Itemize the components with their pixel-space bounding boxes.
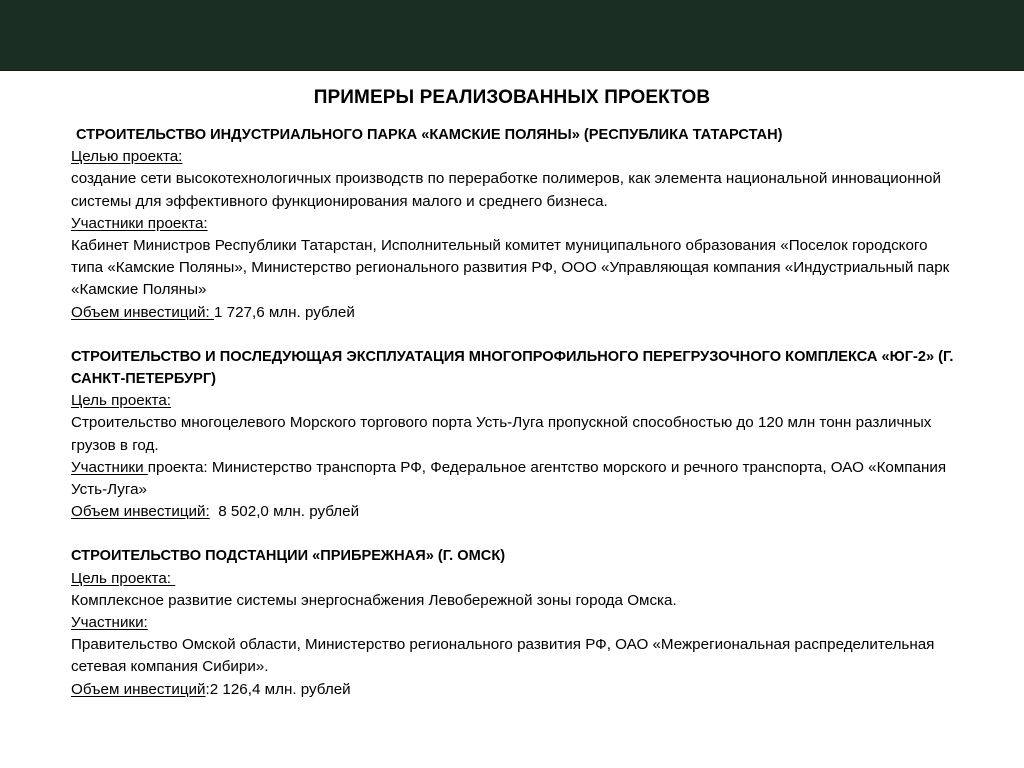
investment-value: 1 727,6 млн. рублей: [213, 303, 355, 321]
goal-text: Комплексное развитие системы энергоснабжения Левобережной зоны города Омска.: [71, 591, 677, 609]
participants-label: Участники проекта:: [71, 214, 208, 232]
goal-label-line: [71, 568, 961, 590]
participants-label-line: [71, 213, 961, 235]
investment-line: [71, 501, 961, 523]
goal-text: Строительство многоцелевого Морского торгового порта Усть-Луга пропускной способностью до 120 млн тонн различных грузов в год.: [71, 414, 932, 454]
goal-label-line: [71, 146, 961, 168]
participants-label: Участники:: [71, 614, 148, 632]
investment-line: [71, 679, 961, 701]
project-block-1: [71, 124, 961, 324]
goal-label: Цель проекта:: [71, 569, 176, 587]
participants-text: проекта: Министерство транспорта РФ, Федеральное агентство морского и речного транспорта, ОАО «Компания Усть-Луга»: [71, 458, 947, 499]
participants-label: Участники: [71, 458, 148, 476]
investment-label: Объем инвестиций: [71, 680, 206, 698]
participants-text: Правительство Омской области, Министерство регионального развития РФ, ОАО «Межрегиональная распределительная сетевая компания Сибири».: [71, 636, 935, 676]
header-band: [0, 0, 1024, 71]
slide-title: ПРИМЕРЫ РЕАЛИЗОВАННЫХ ПРОЕКТОВ: [313, 87, 711, 108]
goal-label: Целью проекта:: [71, 148, 183, 166]
project-heading: СТРОИТЕЛЬСТВО ПОДСТАНЦИИ «ПРИБРЕЖНАЯ» (Г. ОМСК): [71, 548, 506, 565]
project-heading: СТРОИТЕЛЬСТВО ИНДУСТРИАЛЬНОГО ПАРКА «КАМСКИЕ ПОЛЯНЫ» (РЕСПУБЛИКА ТАТАРСТАН): [76, 127, 783, 143]
project-block-2: [71, 346, 961, 524]
slide-content: [71, 124, 961, 723]
goal-label: Цель проекта:: [71, 392, 172, 410]
participants-text: Кабинет Министров Республики Татарстан, Исполнительный комитет муниципального образования «Поселок городского типа «Камские Поляны», Министерство регионального развития РФ, ООО «Управляющая компания «Индустриальный парк «Камские Поляны»: [71, 237, 950, 299]
participants-label-line: [71, 612, 961, 634]
investment-label: Объем инвестиций:: [71, 303, 214, 321]
participants-line: [71, 457, 961, 501]
investment-line: [71, 302, 961, 324]
investment-value: :2 126,4 млн. рублей: [205, 680, 351, 698]
project-block-3: [71, 545, 961, 700]
goal-text: создание сети высокотехнологичных производств по переработке полимеров, как элемента национальной инновационной системы для эффективного функционирования малого и среднего бизнеса.: [71, 170, 941, 210]
goal-label-line: [71, 390, 961, 412]
investment-value: 8 502,0 млн. рублей: [209, 503, 360, 521]
investment-label: Объем инвестиций:: [71, 503, 210, 521]
project-heading: СТРОИТЕЛЬСТВО И ПОСЛЕДУЮЩАЯ ЭКСПЛУАТАЦИЯ МНОГОПРОФИЛЬНОГО ПЕРЕГРУЗОЧНОГО КОМПЛЕКСА «ЮГ-2» (Г. САНКТ-ПЕТЕРБУРГ): [71, 348, 954, 388]
